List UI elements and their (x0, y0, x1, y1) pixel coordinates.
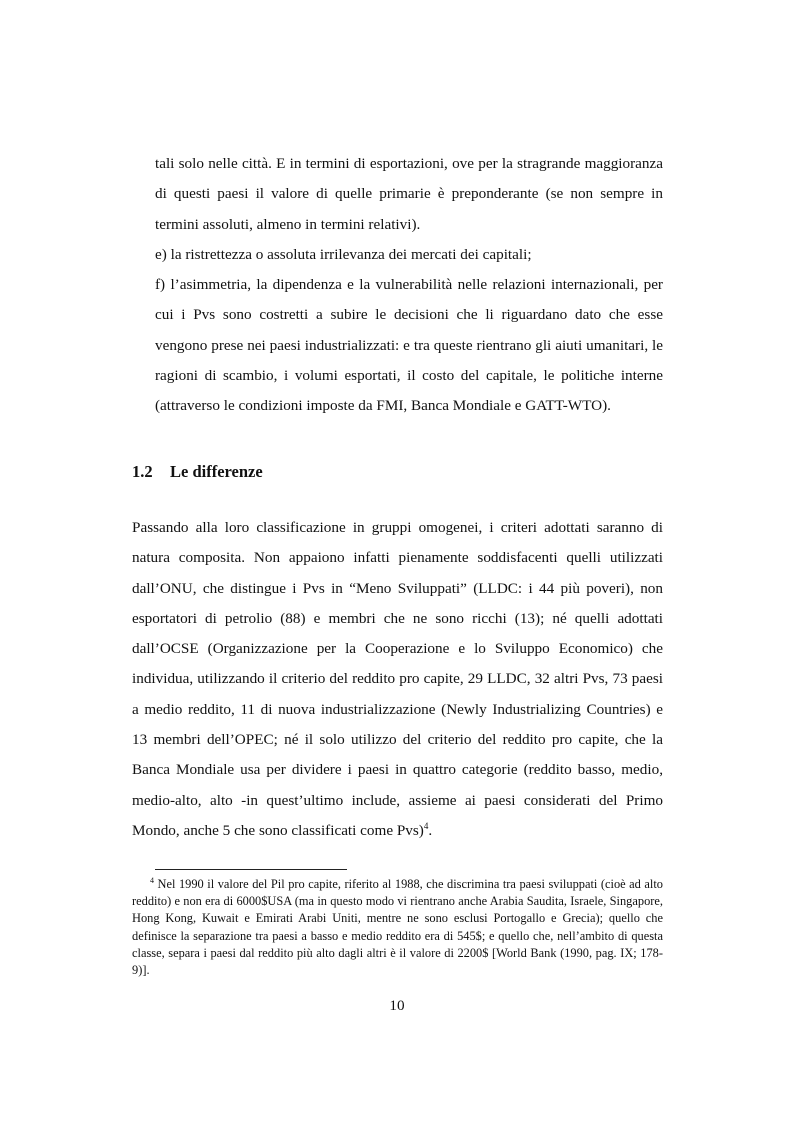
section-heading (132, 460, 663, 484)
paragraph-text: Passando alla loro classificazione in gruppi omogenei, i criteri adottati saranno di natura composita. Non appaiono infatti pienamente soddisfacenti quelli utilizzati dall’ONU, che distingue i Pvs in “Meno Sviluppati” (LLDC: i 44 più poveri), non esportatori di petrolio (88) e membri che ne sono ricchi (13); né quelli adottati dall’OCSE (Organizzazione per la Cooperazione e lo Sviluppo Economico) che individua, utilizzando il criterio del reddito pro capite, 29 LLDC, 32 altri Pvs, 73 paesi a medio reddito, 11 di nuova industrializzazione (Newly Industrializing Countries) e 13 membri dell’OPEC; né il solo utilizzo del criterio del reddito pro capite, che la Banca Mondiale usa per dividere i paesi in quattro categorie (reddito basso, medio, medio-alto, alto -in quest’ultimo include, assieme ai paesi considerati del Primo Mondo, anche 5 che sono classificati come Pvs) (132, 519, 663, 839)
paragraph-end: . (428, 821, 433, 839)
section-title: Le differenze (170, 462, 263, 481)
page-number: 10 (389, 997, 405, 1014)
footnote-text: Nel 1990 il valore del Pil pro capite, riferito al 1988, che discrimina tra paesi sviluppati (cioè ad alto reddito) e non era di 6000$USA (ma in questo modo vi rientrano anche Arabia Saudita, Israele, Singapore, Hong Kong, Kuwait e Emirati Arabi Uniti, mentre ne sono esclusi Portogallo e Grecia); quello che definisce la separazione tra paesi a basso e medio reddito era di 545$; e quello che, nell’ambito di questa classe, separa i paesi dal reddito più alto dagli altri è il valore di 2200$ [World Bank (1990, pag. IX; 178-9)]. (132, 877, 663, 978)
footnote (132, 876, 663, 979)
footnote-marker: 4 (150, 876, 154, 885)
footnote-separator (155, 869, 347, 870)
list-continuation-text: tali solo nelle città. E in termini di esportazioni, ove per la stragrande maggioranza di questi paesi il valore di quelle primarie è preponderante (se non sempre in termini assoluti, almeno in termini relativi). (155, 155, 663, 233)
list-item-e: e) la ristrettezza o assoluta irrilevanza dei mercati dei capitali; (155, 245, 532, 263)
body-paragraph (132, 513, 663, 846)
footnote-reference[interactable]: 4 (423, 820, 429, 831)
body-text (132, 513, 663, 846)
list-item-f: f) l’asimmetria, la dipendenza e la vulnerabilità nelle relazioni internazionali, per cui i Pvs sono costretti a subire le decisioni che li riguardano dato che esse vengono prese nei paesi industrializzati: e tra queste rientrano gli aiuti umanitari, le ragioni di scambio, i volumi esportati, il costo del capitale, le politiche interne (attraverso le condizioni imposte da FMI, Banca Mondiale e GATT-WTO). (155, 276, 663, 415)
section-number: 1.2 (132, 462, 153, 481)
enumerated-list (155, 149, 663, 422)
